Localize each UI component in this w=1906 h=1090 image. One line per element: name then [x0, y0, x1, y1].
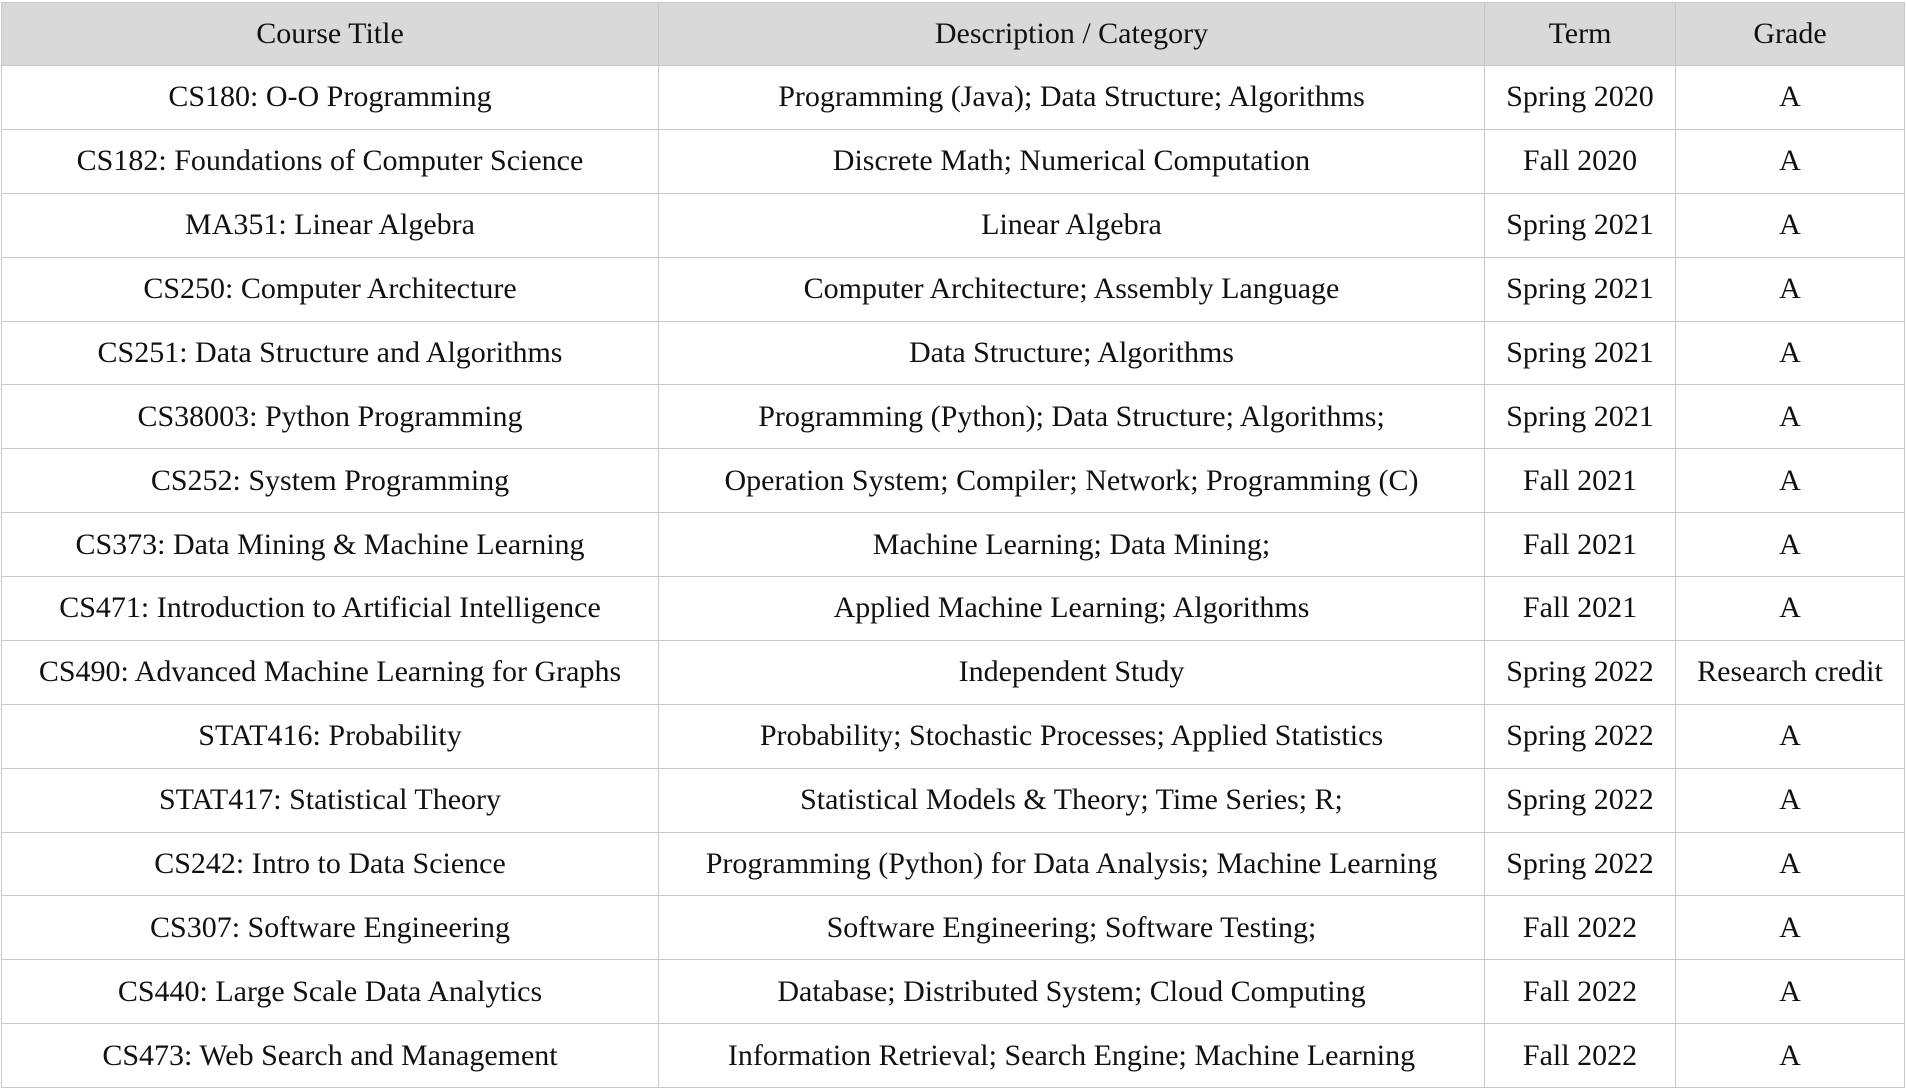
term-cell: Spring 2022 [1485, 768, 1676, 832]
term-cell: Fall 2021 [1485, 577, 1676, 641]
description-cell: Applied Machine Learning; Algorithms [659, 577, 1485, 641]
grade-cell: A [1676, 193, 1905, 257]
course-title-cell: CS182: Foundations of Computer Science [2, 129, 659, 193]
grade-cell: A [1676, 577, 1905, 641]
description-cell: Linear Algebra [659, 193, 1485, 257]
course-title-cell: CS490: Advanced Machine Learning for Graphs [2, 640, 659, 704]
header-description-category: Description / Category [659, 3, 1485, 66]
course-title-cell: STAT416: Probability [2, 704, 659, 768]
description-cell: Software Engineering; Software Testing; [659, 896, 1485, 960]
term-cell: Fall 2021 [1485, 513, 1676, 577]
description-cell: Programming (Python) for Data Analysis; Machine Learning [659, 832, 1485, 896]
grade-cell: A [1676, 1024, 1905, 1088]
course-title-cell: CS373: Data Mining & Machine Learning [2, 513, 659, 577]
course-title-cell: CS242: Intro to Data Science [2, 832, 659, 896]
grade-cell: A [1676, 66, 1905, 130]
table-row [2, 193, 1905, 257]
header-grade: Grade [1676, 3, 1905, 66]
grade-cell: A [1676, 960, 1905, 1024]
course-title-cell: CS252: System Programming [2, 449, 659, 513]
course-title-cell: CS471: Introduction to Artificial Intelligence [2, 577, 659, 641]
term-cell: Fall 2022 [1485, 960, 1676, 1024]
term-cell: Spring 2021 [1485, 193, 1676, 257]
table-row [2, 449, 1905, 513]
header-course-title: Course Title [2, 3, 659, 66]
table-header [2, 3, 1905, 66]
description-cell: Discrete Math; Numerical Computation [659, 129, 1485, 193]
grade-cell: A [1676, 129, 1905, 193]
course-title-cell: CS307: Software Engineering [2, 896, 659, 960]
table-row [2, 1024, 1905, 1088]
table-row [2, 704, 1905, 768]
course-title-cell: MA351: Linear Algebra [2, 193, 659, 257]
description-cell: Machine Learning; Data Mining; [659, 513, 1485, 577]
table-row [2, 768, 1905, 832]
grade-cell: A [1676, 768, 1905, 832]
grade-cell: A [1676, 704, 1905, 768]
description-cell: Computer Architecture; Assembly Language [659, 257, 1485, 321]
grade-cell: A [1676, 385, 1905, 449]
grade-cell: A [1676, 257, 1905, 321]
description-cell: Data Structure; Algorithms [659, 321, 1485, 385]
term-cell: Spring 2022 [1485, 832, 1676, 896]
grade-cell: A [1676, 896, 1905, 960]
table-row [2, 896, 1905, 960]
table-row [2, 832, 1905, 896]
term-cell: Fall 2022 [1485, 1024, 1676, 1088]
term-cell: Spring 2021 [1485, 321, 1676, 385]
grade-cell: A [1676, 832, 1905, 896]
header-row [2, 3, 1905, 66]
description-cell: Programming (Java); Data Structure; Algorithms [659, 66, 1485, 130]
term-cell: Spring 2021 [1485, 257, 1676, 321]
course-title-cell: CS440: Large Scale Data Analytics [2, 960, 659, 1024]
description-cell: Probability; Stochastic Processes; Applied Statistics [659, 704, 1485, 768]
term-cell: Spring 2020 [1485, 66, 1676, 130]
header-term: Term [1485, 3, 1676, 66]
term-cell: Spring 2022 [1485, 704, 1676, 768]
description-cell: Database; Distributed System; Cloud Computing [659, 960, 1485, 1024]
description-cell: Statistical Models & Theory; Time Series; R; [659, 768, 1485, 832]
course-table [1, 2, 1905, 1088]
description-cell: Programming (Python); Data Structure; Algorithms; [659, 385, 1485, 449]
course-title-cell: CS38003: Python Programming [2, 385, 659, 449]
table-row [2, 385, 1905, 449]
grade-cell: A [1676, 449, 1905, 513]
term-cell: Fall 2020 [1485, 129, 1676, 193]
table-row [2, 66, 1905, 130]
course-title-cell: CS473: Web Search and Management [2, 1024, 659, 1088]
table-row [2, 129, 1905, 193]
grade-cell: A [1676, 321, 1905, 385]
table-row [2, 577, 1905, 641]
term-cell: Spring 2021 [1485, 385, 1676, 449]
grade-cell: Research credit [1676, 640, 1905, 704]
course-title-cell: CS180: O-O Programming [2, 66, 659, 130]
table-row [2, 960, 1905, 1024]
course-title-cell: STAT417: Statistical Theory [2, 768, 659, 832]
term-cell: Fall 2022 [1485, 896, 1676, 960]
table-row [2, 321, 1905, 385]
table-row [2, 640, 1905, 704]
course-title-cell: CS251: Data Structure and Algorithms [2, 321, 659, 385]
term-cell: Spring 2022 [1485, 640, 1676, 704]
term-cell: Fall 2021 [1485, 449, 1676, 513]
description-cell: Independent Study [659, 640, 1485, 704]
description-cell: Information Retrieval; Search Engine; Machine Learning [659, 1024, 1485, 1088]
table-row [2, 513, 1905, 577]
table-body [2, 66, 1905, 1088]
description-cell: Operation System; Compiler; Network; Programming (C) [659, 449, 1485, 513]
table-row [2, 257, 1905, 321]
course-title-cell: CS250: Computer Architecture [2, 257, 659, 321]
grade-cell: A [1676, 513, 1905, 577]
